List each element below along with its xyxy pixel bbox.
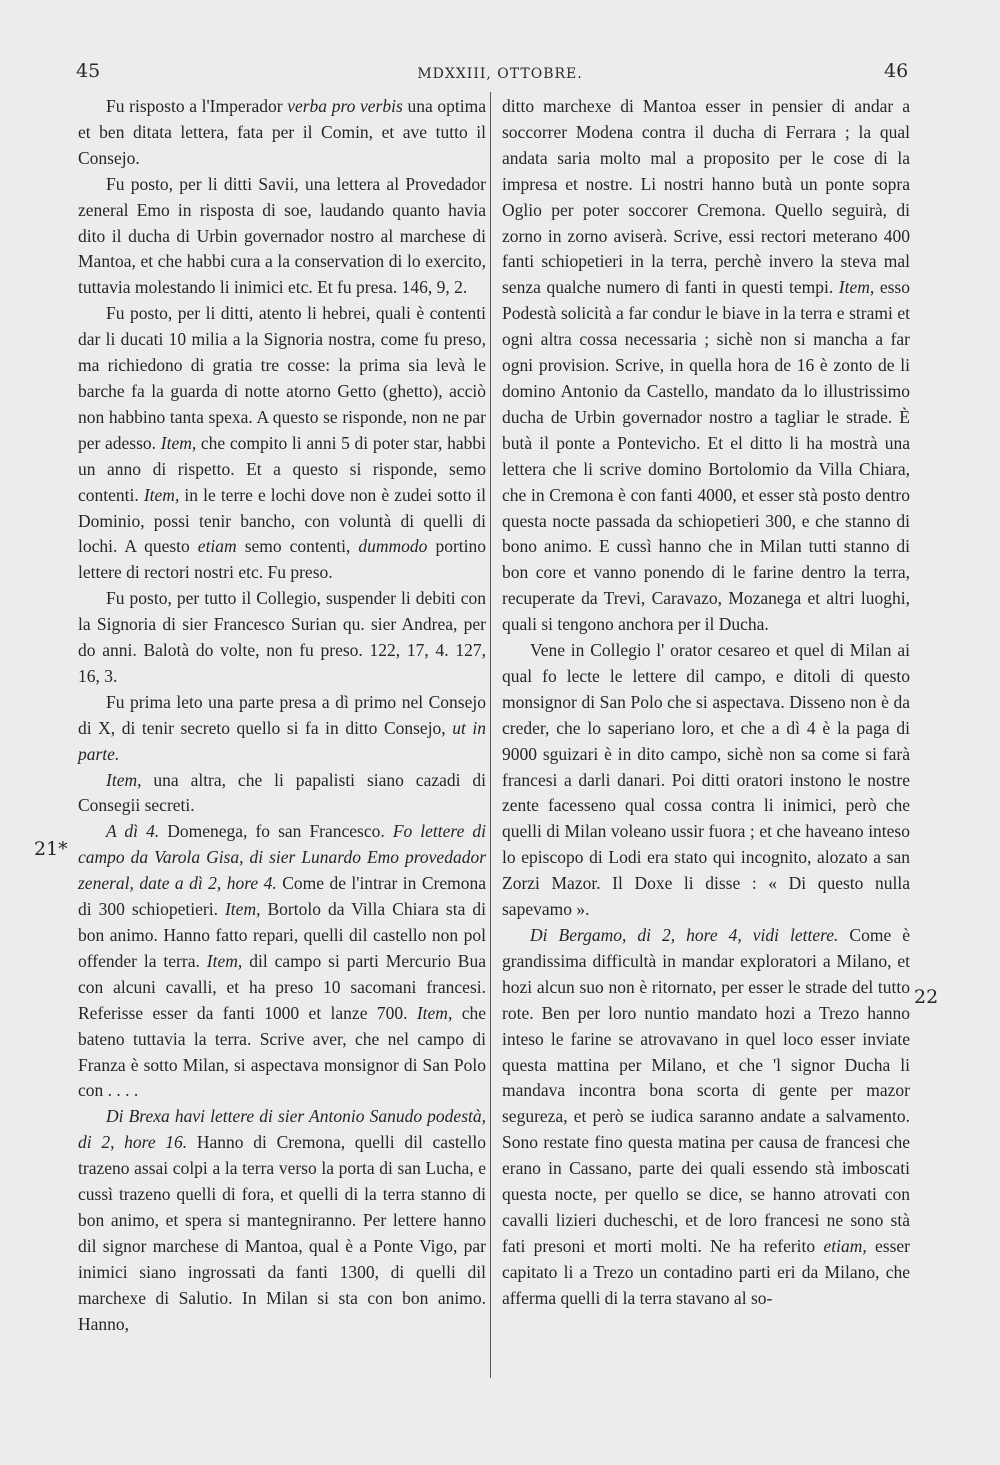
paragraph: Fu risposto a l'Imperador verba pro verbis una optima et ben ditata lettera, fata per il Comin, et ave tutto il Consejo.: [78, 96, 486, 168]
column-divider: [490, 92, 491, 1378]
paragraph: Fu posto, per li ditti, atento li hebrei, quali è contenti dar li ducati 10 milia a la Signoria nostra, come fu preso, ma richiedono di gratia tre cosse: la prima sia levà le barche fa la guarda di notte atorno Getto (ghetto), acciò non habbino tanta spexa. A questo se risponde, non ne par per adesso. Item, che compito li anni 5 di poter star, habbi un anno di rispetto. Et a questo si risponde, semo contenti. Item, in le terre e lochi dove non è zudei sotto il Dominio, possi tenir bancho, con voluntà di quelli di lochi. A questo etiam semo contenti, dummodo portino lettere di rectori nostri etc. Fu preso.: [78, 303, 487, 583]
paragraph: Vene in Collegio l' orator cesareo et quel di Milan ai qual fo lecte le lettere dil campo, e ditoli di questo monsignor di San Polo che si aspectava. Disseno non è da creder, che lo saperiano loro, et che a dì 4 è la paga di 9000 sguizari è in dito campo, sichè non sa come si farà francesi a darli danari. Poi ditti oratori instono le nostre zente facesseno qual cossa contra li inimici, però che quelli di Milan voleano ussir fuora ; et che haveano inteso lo episcopo di Lodi era stato qui incognito, alozato a san Zorzi Mazor. Il Doxe li disse : « Di questo nulla sapevamo ».: [502, 640, 910, 920]
paragraph: Di Bergamo, di 2, hore 4, vidi lettere. Come è grandissima difficultà in mandar exploratori a Milano, et hozi alcun suo non è ritornato, per esser le strade del tutto rote. Ben per loro nuntio mandato hozi a Trezo hanno inteso le farine se atrovavano in quel loco esser inviate questa mattina per Milano, et che 'l signor Ducha li mandava incontra bona scorta di gente per mazor segureza, et però se iudica saranno andate a salvamento. Sono restate fino questa matina per causa de francesi che erano in Cassano, parte dei quali essendo stà imboscati questa nocte, per quello se dice, se hanno atrovati con cavalli lizieri ducheschi, et de loro francesi ne sono stà fati presoni et morti molti. Ne ha referito etiam, esser capitato li a Trezo un contadino parti eri da Milano, che afferma quelli di la terra stavano al so-: [502, 925, 910, 1308]
paragraph: A dì 4. Domenega, fo san Francesco. Fo lettere di campo da Varola Gisa, di sier Lunardo Emo provedador zeneral, date a dì 2, hore 4. Come de l'intrar in Cremona di 300 schiopetieri. Item, Bortolo da Villa Chiara sta di bon animo. Hanno fatto repari, quelli dil castello non pol offender la terra. Item, dil campo si parti Mercurio Bua con alcuni cavalli, et ha preso 10 sacomani francesi. Referisse esser da fanti 1000 et lanze 700. Item, che bateno tuttavia la terra. Scrive aver, che nel campo di Franza è sotto Milan, si aspectava monsignor di San Polo con . . . .: [78, 821, 486, 1101]
paragraph: Fu posto, per tutto il Collegio, suspender li debiti con la Signoria di sier Francesco Surian qu. sier Andrea, per do anni. Balotà do volte, non fu preso. 122, 17, 4. 127, 16, 3.: [78, 588, 486, 686]
left-column: [78, 94, 486, 1338]
margin-note-left: 21*: [34, 838, 68, 860]
paragraph: Fu prima leto una parte presa a dì primo nel Consejo di X, di tenir secreto quello si fa in ditto Consejo, ut in parte.: [78, 691, 486, 764]
margin-note-right: 22: [914, 986, 939, 1008]
paragraph: ditto marchexe di Mantoa esser in pensier di andar a soccorrer Modena contra il ducha di Ferrara ; la qual andata saria molto mal a proposito per le cose di la impresa et nostre. Li nostri hanno butà un ponte sopra Oglio per poter soccorer Cremona. Quello seguirà, di zorno in zorno aviserà. Scrive, essi rectori meterano 400 fanti schiopetieri in la terra, perchè invero la steva mal senza qualche numero di fanti in questi tempi. Item, esso Podestà solicità a far condur le biave in la terra e strami et ogni altra cossa necessaria ; sichè non si mancha a far ogni provision. Scrive, in quella hora de 16 è zonto de li domino Antonio da Castello, mandato da lo illustrissimo ducha de Urbin governador nostro a tagliar le strade. È butà il ponte a Pontevicho. Et el ditto li ha mostrà una lettera che li scrive domino Bortolomio da Villa Chiara, che in Cremona è con fanti 4000, et esser stà posto dentro questa nocte passada da schiopetieri 300, e che stanno di bono animo. E cussì hanno che in Milan tutti stanno di bon core et vanno ponendo di le farine dentro la terra, recuperate da Trevi, Caravazo, Mozanega et altri luoghi, quali si tengono anchora per il Ducha.: [502, 96, 910, 635]
page-number-right: 46: [884, 60, 909, 82]
paragraph: Item, una altra, che li papalisti siano cazadi di Consegii secreti.: [78, 769, 486, 816]
paragraph: Fu posto, per li ditti Savii, una lettera al Provedador zeneral Emo in risposta di soe, laudando quanto havia dito il ducha di Urbin governador nostro al marchese di Mantoa, et che habbi cura a la conservation di lo exercito, tuttavia molestando li inimici etc. Et fu presa. 146, 9, 2.: [78, 173, 486, 298]
paragraph: Di Brexa havi lettere di sier Antonio Sanudo podestà, di 2, hore 16. Hanno di Cremona, quelli dil castello trazeno assai colpi a la terra verso la porta di san Lucha, e cussì trazeno quelli di fora, et quelli di la terra stanno di bon animo, et spera si mantegniranno. Per lettere hanno dil signor marchese di Mantoa, qual è a Ponte Vigo, par inimici siano ingrossati da fanti 1300, di quelli dil marchexe di Salutio. In Milan si sta con bon animo. Hanno,: [78, 1106, 486, 1334]
running-title: MDXXIII, OTTOBRE.: [417, 66, 583, 82]
page-number-left: 45: [76, 60, 101, 82]
right-column: [502, 94, 910, 1312]
